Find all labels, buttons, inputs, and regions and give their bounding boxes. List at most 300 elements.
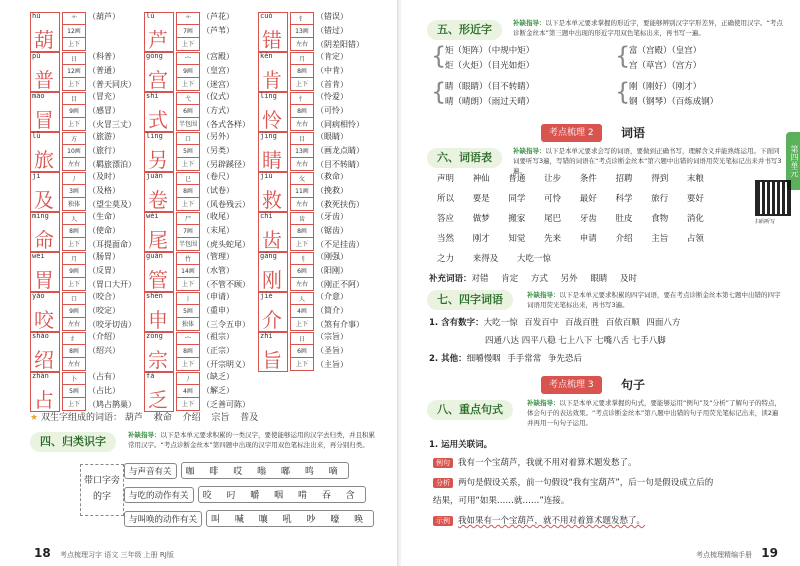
char-word: （科普） [88,52,120,61]
char-hanzi: 占 [34,388,54,412]
char-structure: 独体 [176,318,200,331]
char-hanzi: 睛 [262,148,282,172]
char-words [202,50,234,92]
char-meta [290,12,314,51]
kp3-banner: 考点梳理 3 [541,376,602,394]
star-icon: ★ [30,413,39,423]
section7-tip [527,290,783,310]
char-word: （煞有介事） [316,320,364,329]
section5-heading [427,20,502,40]
char-word: （不管不顾） [202,280,250,289]
char-structure: 左右 [290,118,314,131]
section4-title: 归类识字 [62,435,106,448]
char-words [316,170,364,212]
example-text: 我有一个宝葫芦，我就不用对着算术题发愁了。 [458,458,637,468]
branch-label: 与吃的动作有关 [124,487,194,503]
char-word: （羁旅漂泊） [88,160,136,169]
char-word: （肠胃） [88,252,120,261]
char-pinyin: hú [32,12,41,20]
char-words [316,10,364,52]
char-box [258,172,288,212]
qr-code-icon[interactable] [755,180,791,216]
char-meta [176,212,200,251]
char-box [144,52,174,92]
char-pinyin: lǚ [32,132,41,140]
branch-eat [124,486,366,503]
char-word: （占有） [88,372,120,381]
section7-tip-text: 以下是本单元要求积累的四字词语，要在考点诊断金丝本第七题中出错的四字词语用荧光笔标出来，再书写3遍。 [527,291,781,309]
char-hanzi: 介 [262,308,282,332]
char-meta [176,172,200,211]
char-word: （怜爱） [316,92,348,101]
char-radical: 艹 [176,12,200,25]
section5-title: 形近字 [459,23,492,36]
brace-icon: { [431,42,447,70]
char-meta [62,12,86,51]
char-word: （及格） [88,186,120,195]
char-structure: 上下 [176,358,200,371]
char-strokes: 14画 [176,265,200,278]
char-pinyin: gāng [260,252,277,260]
branch-label: 与叫唤的动作有关 [124,511,202,527]
char-word: （刚强） [316,252,348,261]
char-word: （阴差阳错） [316,40,364,49]
char-hanzi: 葫 [34,28,54,52]
char-box [144,92,174,132]
char-hanzi: 错 [262,28,282,52]
char-hanzi: 肯 [262,68,282,92]
similar-word: 晴（晴朗）（雨过天晴） [445,97,535,107]
char-words [316,330,348,372]
idiom-group-2-text: 细嚼慢咽 手手常常 争先恐后 [466,354,583,364]
char-pinyin: zhàn [32,372,49,380]
branch-call [124,510,374,527]
char-word: （绍兴） [88,346,120,355]
char-strokes: 3画 [62,185,86,198]
char-radical: 㔾 [176,172,200,185]
char-box [30,132,60,172]
char-hanzi: 咬 [34,308,54,332]
char-box [30,372,60,412]
char-radical: 口 [62,292,86,305]
char-word: （另外） [202,132,234,141]
char-words [316,50,348,92]
char-hanzi: 刚 [262,268,282,292]
char-radical: 月 [62,252,86,265]
char-word: （芦花） [202,12,234,21]
char-words [316,130,364,172]
char-strokes: 8画 [176,345,200,358]
char-pinyin: jiè [260,292,273,300]
char-words [202,10,234,38]
char-structure: 上下 [176,158,200,171]
char-hanzi: 绍 [34,348,54,372]
char-words [88,370,136,412]
char-word: （咬合） [88,292,120,301]
section8-tip-label: 补缺指导： [527,399,560,407]
char-pinyin: mào [32,92,45,100]
char-word: （虎头蛇尾） [202,240,250,249]
char-strokes: 6画 [290,265,314,278]
char-hanzi: 旅 [34,148,54,172]
section6-tip-text: 以下是本单元要求会写的词语，要做到正确书写，理解含义并能熟练运用。下面同词要听写3遍，写错的词语在“考点诊断金丝本”第六题中出错的词语用荧光笔标记出来并书写3遍。 [513,147,782,175]
char-radical: 刂 [290,252,314,265]
char-pinyin: kěn [260,52,273,60]
section8-title: 重点句式 [459,403,503,416]
char-meta [62,212,86,251]
branch-sound [124,462,349,479]
char-strokes: 9画 [62,305,86,318]
char-meta [62,252,86,291]
char-meta [176,92,200,131]
char-meta [290,332,314,371]
char-hanzi: 胃 [34,268,54,292]
char-radical: 日 [290,332,314,345]
char-strokes: 8画 [290,225,314,238]
section7-heading [427,290,513,310]
char-strokes: 9画 [62,105,86,118]
char-strokes: 8画 [290,65,314,78]
char-pinyin: wèi [32,252,45,260]
char-word: （错过） [316,26,348,35]
char-structure: 上下 [176,278,200,291]
char-meta [176,252,200,291]
char-word: （锯齿） [316,226,348,235]
char-meta [62,292,86,331]
left-page [0,0,399,566]
char-strokes: 11画 [290,185,314,198]
char-meta [176,12,200,51]
char-word: （简介） [316,306,348,315]
char-structure: 上下 [290,78,314,91]
kp3-title: 句子 [621,378,646,392]
char-strokes: 13画 [290,145,314,158]
char-strokes: 9画 [176,65,200,78]
similar-group-4 [629,80,718,110]
analysis-text-b: 结果，可用“如果……就……”连接。 [433,496,570,506]
char-pinyin: lú [146,12,155,20]
char-box [30,252,60,292]
char-box [144,332,174,372]
branch-chars: 咖 啡 哎 嗡 嘟 鸣 嘀 [181,462,349,479]
char-structure: 左右 [62,318,86,331]
char-hanzi: 尾 [148,228,168,252]
char-radical: 丨 [176,292,200,305]
idiom-group-1 [429,316,680,328]
similar-word: 刚（刚好）（刚才） [629,82,702,92]
branch-chars: 叫 喊 嚷 吼 吵 嚎 唤 [206,510,374,527]
char-box [144,292,174,332]
similar-word: 睛（眼睛）（目不转睛） [445,82,535,92]
char-word: （牙齿） [316,212,348,221]
char-words [202,170,250,212]
char-hanzi: 宫 [148,68,168,92]
similar-group-3 [445,80,534,110]
char-word: （冒充） [88,92,120,101]
char-word: （生命） [88,212,120,221]
demo-text: 我如果有一个宝葫芦，就不用对着算术题发愁了。 [458,516,646,526]
section8-heading [427,400,513,420]
char-word: （占比） [88,386,120,395]
char-structure: 左右 [290,278,314,291]
char-structure: 上下 [290,238,314,251]
char-word: （胃口大开） [88,280,136,289]
char-pinyin: jí [32,172,41,180]
similar-word: 富（宫殿）（皇宫） [629,46,702,56]
extra-words [429,272,637,284]
footer-left: 考点梳理习字 语文 三年级 上册 RJ版 [60,551,174,559]
similar-group-1 [445,44,534,74]
char-word: （救死扶伤） [316,200,364,209]
char-box [258,212,288,252]
char-strokes: 8画 [62,345,86,358]
demo-sentence [433,514,645,526]
char-words [88,130,136,172]
char-meta [290,292,314,331]
char-strokes: 8画 [176,185,200,198]
section7-number: 七、 [437,293,459,306]
char-radical: 人 [62,212,86,225]
char-word: （同病相怜） [316,120,364,129]
similar-group-2 [629,44,701,74]
char-box [258,52,288,92]
char-structure: 上下 [62,118,86,131]
char-word: （画龙点睛） [316,146,364,155]
idiom-group-1b: 四通八达 四平八稳 七上八下 七嘴八舌 七手八脚 [485,336,666,346]
char-meta [290,212,314,251]
char-strokes: 5画 [176,145,200,158]
char-box [30,212,60,252]
char-pinyin: yǎo [32,292,45,300]
char-radical: 丿 [176,372,200,385]
char-box [258,132,288,172]
char-pinyin: zhǐ [260,332,273,340]
char-strokes: 12画 [62,65,86,78]
section6-number: 六、 [437,151,459,164]
char-structure: 半包围 [176,238,200,251]
double-words: 葫芦 救命 介绍 宗旨 普及 [124,413,259,423]
char-words [88,250,136,292]
char-box [30,292,60,332]
section4-heading [30,432,116,452]
char-word: （水管） [202,266,234,275]
char-box [30,172,60,212]
idiom-group-2-label: 2. 其他： [429,354,467,364]
section5-tip [513,18,783,38]
char-structure: 上下 [176,198,200,211]
char-meta [62,332,86,371]
char-meta [176,372,200,411]
char-words [88,330,120,358]
char-strokes: 5画 [176,305,200,318]
char-box [144,252,174,292]
char-word: （旅游） [88,132,120,141]
char-word: （解乏） [202,386,234,395]
char-radical: 宀 [176,52,200,65]
char-box [30,12,60,52]
section7-title: 四字词语 [459,293,503,306]
char-strokes: 7画 [176,25,200,38]
char-hanzi: 命 [34,228,54,252]
char-meta [176,132,200,171]
branch-label: 与声音有关 [124,463,177,479]
char-hanzi: 卷 [148,188,168,212]
char-box [144,212,174,252]
similar-word: 炬（火炬）（目光如炬） [445,61,535,71]
char-word: （刚正不阿） [316,280,364,289]
char-pinyin: guǎn [146,252,163,260]
char-hanzi: 及 [34,188,54,212]
char-strokes: 4画 [290,305,314,318]
char-radical: 人 [290,292,314,305]
char-meta [290,252,314,291]
char-words [88,90,136,132]
char-structure: 左右 [290,158,314,171]
example-sentence [433,456,637,468]
char-word: （末尾） [202,226,234,235]
char-words [88,210,136,252]
brace-icon: { [431,78,447,106]
char-structure: 上下 [290,358,314,371]
char-strokes: 5画 [62,385,86,398]
char-meta [176,52,200,91]
char-structure: 上下 [290,318,314,331]
char-words [202,370,250,412]
idiom-group-1-a: 大吃一惊 百发百中 百战百胜 百依百顺 四面八方 [483,318,681,328]
char-strokes: 4画 [176,385,200,398]
char-words [202,330,250,372]
char-radical: 攵 [290,172,314,185]
analysis [433,476,713,488]
char-pinyin: juǎn [146,172,163,180]
char-hanzi: 管 [148,268,168,292]
char-word: （主旨） [316,360,348,369]
brace-icon: { [615,42,631,70]
char-strokes: 6画 [176,105,200,118]
char-radical: 丿 [62,172,86,185]
char-word: （不足挂齿） [316,240,364,249]
similar-word: 宫（草宫）（宫方） [629,61,702,71]
char-words [88,170,136,212]
footer-right: 考点梳理精编手册 [696,551,752,559]
char-words [316,90,364,132]
char-hanzi: 旨 [262,348,282,372]
sentence-item-1: 1. 运用关联词。 [429,440,493,450]
char-word: （三令五申） [202,320,250,329]
char-meta [290,172,314,211]
tree-root: 带口字旁的字 [80,464,124,516]
char-words [202,130,250,172]
char-box [30,332,60,372]
char-structure: 上下 [62,78,86,91]
char-hanzi: 齿 [262,228,282,252]
char-structure: 上下 [62,38,86,51]
section7-tip-label: 补缺指导： [527,291,560,299]
char-radical: 目 [62,92,86,105]
char-structure: 上下 [62,278,86,291]
char-word: （首肯） [316,80,348,89]
char-word: （卷尺） [202,172,234,181]
demo-tag: 示例 [433,516,453,526]
char-word: （乏善可陈） [202,400,250,409]
char-radical: 宀 [176,332,200,345]
kp2-banner: 考点梳理 2 [541,124,602,142]
char-word: （可怜） [316,106,348,115]
char-box [258,252,288,292]
char-word: （另辟蹊径） [202,160,250,169]
char-hanzi: 式 [148,108,168,132]
vocab-row: 之力 来得及 大吃一惊 [437,254,551,264]
page-number-left: 18 [34,546,51,560]
char-box [258,292,288,332]
char-box [258,92,288,132]
char-word: （缺乏） [202,372,234,381]
char-word: （迷宫） [202,80,234,89]
char-meta [62,92,86,131]
right-page [401,0,800,566]
char-hanzi: 芦 [148,28,168,52]
char-structure: 左右 [62,358,86,371]
char-structure: 上下 [176,38,200,51]
char-pinyin: gōng [146,52,163,60]
char-meta [62,52,86,91]
char-word: （风卷残云） [202,200,250,209]
char-word: （宫殿） [202,52,234,61]
vocab-row: 声明 神仙 普通 让步 条件 招聘 得到 末粮 [437,174,704,184]
char-word: （旅行） [88,146,120,155]
char-hanzi: 乏 [148,388,168,412]
char-pinyin: shēn [146,292,163,300]
char-radical: 尸 [176,212,200,225]
char-words [316,250,364,292]
char-structure: 左右 [290,38,314,51]
char-strokes: 7画 [176,225,200,238]
char-word: （祖宗） [202,332,234,341]
char-structure: 上下 [62,238,86,251]
idiom-group-2 [429,352,582,364]
kp2-title: 词语 [621,126,646,140]
char-radical: 方 [62,132,86,145]
char-box [144,172,174,212]
char-word: （中肯） [316,66,348,75]
char-word: （感冒） [88,106,120,115]
vocab-row: 所以 要是 同学 可怜 最好 科学 旅行 要好 [437,194,704,204]
char-word: （重申） [202,306,234,315]
char-word: （目不转睛） [316,160,364,169]
char-word: （开宗明义） [202,360,250,369]
char-word: （阳刚） [316,266,348,275]
char-radical: 竹 [176,252,200,265]
section5-tip-text: 以下是本单元要求掌握的形近字，要能够辨别汉字字形差异，正确使用汉字。“考点诊断金丝本”第三题中出现的形近字用双色笔标出来，再书写一遍。 [513,19,783,37]
char-box [30,92,60,132]
char-structure: 半包围 [176,118,200,131]
extra-words-text: 对错 肯定 方式 另外 眼睛 及时 [471,274,638,284]
char-radical: 齿 [290,212,314,225]
section6-title: 词语表 [459,151,492,164]
char-word: （方式） [202,106,234,115]
char-words [88,290,136,332]
char-structure: 上下 [176,398,200,411]
char-strokes: 9画 [62,265,86,278]
char-hanzi: 救 [262,188,282,212]
char-radical: 卜 [62,372,86,385]
char-meta [176,292,200,331]
char-card [258,330,370,376]
char-word: （眼睛） [316,132,348,141]
char-word: （普天同庆） [88,80,136,89]
char-word: （救命） [316,172,348,181]
analysis-tag: 分析 [433,478,453,488]
